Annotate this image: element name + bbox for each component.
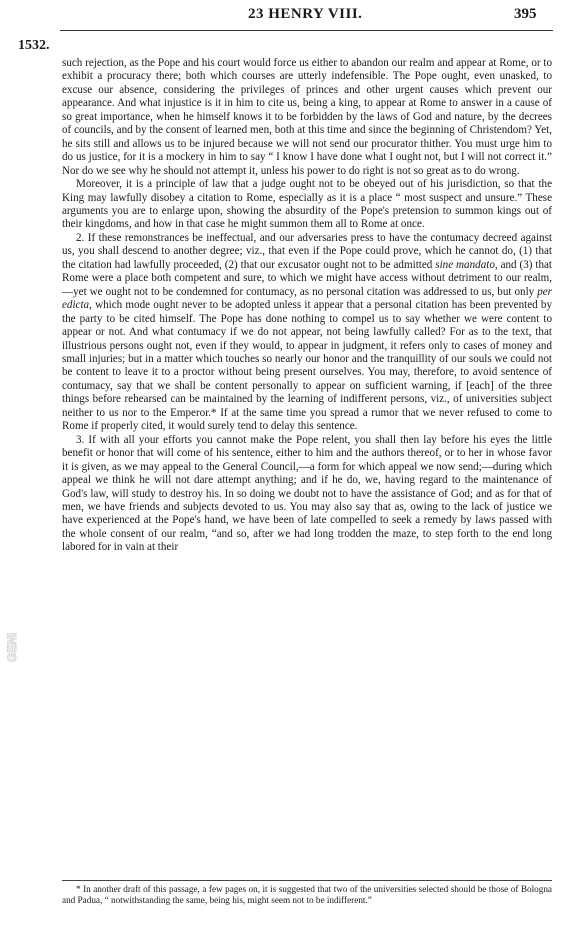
italic-per-edicta: per edicta	[62, 285, 552, 312]
paragraph-3-part-a: 2. If these remonstrances be ineffectual, and our adversaries press to have the contumacy decreed against us, you shall descend to another degree; viz., that even if the Pope could prove, which he cannot do, (1) that the citation had lawfully proceeded, (2) that our excusator ought not to be admitted	[62, 231, 552, 271]
paragraph-3-part-c: , which mode ought never to be adopted unless it appear that a personal citation has been prevented by the party to be cited himself. The Pope has done nothing to compel us to say whether we were content to appear or not. And what contumacy if we do not appear, not being lawfully called? For as to the text, that illustrious persons ought not, even if they would, to appear in judgment, it refers only to cases of money and small injuries; but in a matter which touches so nearly our honor and the tranquillity of our souls we could not be content to leave it to a proctor without being present ourselves. You may, therefore, to avoid sentence of contumacy, say that we shall be content personally to appear on sufficient warning, if [each] of the three things before rehearsed can be maintained by the learning of indifferent persons, viz., of universities subject neither to us nor to the Emperor.* If at the same time you spread a rumor that we never refused to come to Rome if properly cited, it would surely tend to delay this sentence.	[62, 299, 552, 433]
watermark-stamp	[2, 598, 22, 666]
paragraph-3-part-b: , and (3) that Rome were a place both competent and sure, to which we might have access without detriment to our realm,—yet we ought not to be condemned for contumacy, as no personal citation was addressed to us, but only	[62, 258, 552, 298]
watermark-text: GENI	[5, 632, 19, 662]
paragraph-4: 3. If with all your efforts you cannot make the Pope relent, you shall then lay before his eyes the little benefit or honor that will come of his sentence, either to him and the authors thereof, or to her in whose favor it is given, as we may appeal to the General Council,—a form for which appeal we now send;—during which appeal we think he will not dare attempt anything; and if he do, we, having regard to the maintenance of God's law, will study to destroy his. In so doing we doubt not to have the assistance of God; and as for that of men, we have friends and subjects devoted to us. You may also say that as, owing to the lack of justice we have experienced at the Pope's hand, we have been of late compelled to seek a remedy by laws passed with the whole consent of our realm, “and so, after we had long trodden the maze, to step forth to the end long labored for in vain at their	[62, 433, 552, 554]
margin-year: 1532.	[18, 38, 50, 53]
paragraph-1: such rejection, as the Pope and his court would force us either to abandon our realm and appear at Rome, or to exhibit a procuracy there; both which courses are utterly indefensible. The Pope ought, even unasked, to excuse our absence, considering the privileges of princes and other urgent causes which prevent our appearance. And what injustice is it in him to cite us, being a king, to appear at Rome to answer in a cause of so great importance, when he himself knows it to be forbidden by the laws of God and nature, by the decrees of councils, and by the consent of learned men, both at this time and since the beginning of Christendom? Yet, he sits still and allows us to be injured because we will not send our procurator thither. You must urge him to do us justice, for it is a mockery in him to say “ I know I have done what I ought not, but I will not correct it.” Nor do we see why he should not attempt it, unless his power to do right is not so great as to do wrong.	[62, 57, 552, 177]
paragraph-2: Moreover, it is a principle of law that a judge ought not to be obeyed out of his jurisdiction, so that the King may lawfully disobey a citation to Rome, especially as it is a place “ most suspect and unsure.” These arguments you are to enlarge upon, showing the absurdity of the Pope's pretension to summon kings out of their kingdoms, and how in that case he might summon them all to Rome at once.	[62, 178, 552, 231]
paragraph-3	[62, 232, 552, 434]
header-rule	[60, 30, 553, 31]
running-head: 23 HENRY VIII.	[248, 6, 363, 22]
body-text	[62, 57, 552, 555]
footnote: * In another draft of this passage, a few pages on, it is suggested that two of the universities selected should be those of Bologna and Padua, “ notwithstanding the same, being his, might seem not to be indifferent.”	[62, 884, 552, 905]
footnote-rule	[62, 880, 552, 881]
page-header	[0, 6, 567, 28]
page-number: 395	[514, 6, 537, 22]
italic-sine-mandato: sine mandato	[435, 258, 495, 271]
